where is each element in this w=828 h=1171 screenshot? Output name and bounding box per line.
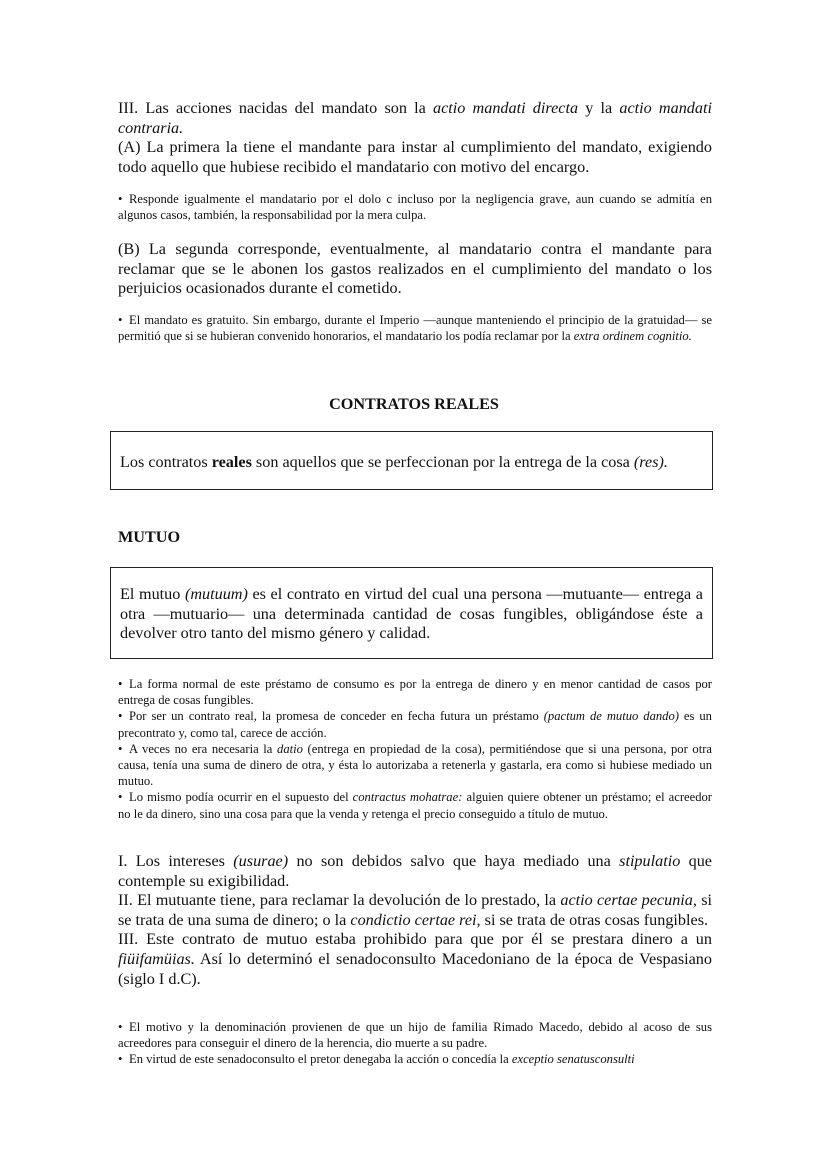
- heading-contratos-reales: CONTRATOS REALES: [329, 395, 499, 413]
- notes-mutuo: [118, 676, 712, 822]
- definition-box-mutuo: [110, 567, 713, 659]
- note-gratuito: [118, 312, 712, 344]
- note-text: El mandato es gratuito. Sin embargo, durante el Imperio —aunque manteniendo el principio de la gratuidad— se permitió que si se hubieran convenido honorarios, el mandatario los podía reclamar por la: [118, 313, 712, 344]
- rule-em: (usurae): [233, 852, 289, 870]
- bullet-icon: •: [118, 1020, 123, 1034]
- rule-em2: condictio certae rei,: [350, 910, 481, 929]
- def-bold: reales: [211, 453, 252, 471]
- bullet-icon: •: [118, 192, 123, 206]
- def-text: Los contratos: [120, 453, 212, 471]
- note-em: contractus mohatrae:: [352, 790, 463, 805]
- rule-i: [118, 852, 712, 891]
- note-text-post: (entrega en propiedad de la cosa), permitiéndose que si una persona, por otra causa, tenía una suma de dinero de otra, y ésta lo autorizaba a retenerla y gastarla, era como si hubiese mediado un mutuo.: [118, 741, 712, 789]
- note-text-post: alguien quiere obtener un préstamo; el acreedor no le da dinero, sino una cosa para que la venda y retenga el precio conseguido a título de mutuo.: [118, 790, 713, 821]
- rule-text: III. Este contrato de mutuo estaba prohibido para que por él se prestara dinero a un: [118, 930, 712, 949]
- note-mutuo-3: [118, 741, 712, 790]
- rule-text-post: Así lo determinó el senadoconsulto Macedoniano de la época de Vespasiano (siglo I d.C).: [118, 949, 712, 988]
- rule-iii: [118, 930, 712, 989]
- actio-directa: actio mandati directa: [433, 99, 579, 117]
- def-text-post: es el contrato en virtud del cual una persona —mutuante— entrega a otra —mutuario— una determinada cantidad de cosas fungibles, obligándose éste a devolver otro tanto del mismo género y calidad.: [120, 585, 703, 643]
- actions-line: [118, 99, 712, 138]
- note-em: exceptio senatusconsulti: [511, 1052, 635, 1067]
- actio-contraria: actio mandati contraria.: [118, 99, 712, 137]
- rule-em: actio certae pecunia,: [560, 891, 697, 910]
- bullet-icon: •: [118, 790, 123, 805]
- note-text: En virtud de este senadoconsulto el pretor denegaba la acción o concedía la: [129, 1052, 512, 1067]
- actions-text-mid: y la: [578, 99, 620, 117]
- mutuo-rules-paragraph: [118, 852, 712, 989]
- def-text: El mutuo: [120, 585, 185, 603]
- bullet-icon: •: [118, 313, 123, 327]
- definition-reales: [120, 452, 703, 472]
- note-mutuo-1: [118, 676, 712, 708]
- rule-text-mid: no son debidos salvo que haya mediado una: [288, 852, 620, 870]
- rule-em2: stipulatio: [619, 852, 681, 870]
- note-text: El motivo y la denominación provienen de que un hijo de familia Rimado Macedo, debido al acoso de sus acreedores para conseguir el dinero de la herencia, dio muerte a su padre.: [118, 1020, 712, 1051]
- rule-ii: [118, 891, 712, 930]
- rule-text-mid: si se trata de una suma de dinero; o la: [118, 891, 712, 929]
- heading-mutuo: MUTUO: [118, 528, 181, 546]
- note-em: (pactum de mutuo dando): [543, 709, 679, 724]
- note-mutuo-2: [118, 708, 712, 740]
- bullet-icon: •: [118, 709, 123, 724]
- actions-text: III. Las acciones nacidas del mandato son la: [118, 99, 433, 117]
- note-text: Responde igualmente el mandatario por el dolo c incluso por la negligencia grave, aun cuando se admitía en algunos casos, también, la responsabilidad por la mera culpa.: [118, 192, 712, 223]
- bullet-icon: •: [118, 1052, 123, 1067]
- note-dolo: [118, 191, 712, 223]
- def-em: (mutuum): [184, 585, 248, 603]
- definition-box-reales: [110, 431, 713, 490]
- note-text: Lo mismo podía ocurrir en el supuesto del: [129, 790, 353, 805]
- note-final-1: [118, 1019, 712, 1051]
- definition-mutuo: [120, 585, 703, 644]
- note-text: A veces no era necesaria la: [129, 741, 278, 756]
- def-em: (res).: [633, 453, 668, 471]
- note-final-2: [118, 1051, 712, 1067]
- item-b: (B) La segunda corresponde, eventualmente, al mandatario contra el mandante para reclamar que se le abonen los gastos realizados en el cumplimiento del mandato o los perjuicios ocasionados durante el cometido.: [118, 240, 712, 298]
- note-mutuo-4: [118, 789, 712, 821]
- item-b-paragraph: [118, 240, 712, 299]
- rule-text-post: que contemple su exigibilidad.: [118, 852, 712, 890]
- rule-text: II. El mutuante tiene, para reclamar la devolución de lo prestado, la: [118, 891, 561, 910]
- note-em: datio: [277, 741, 303, 756]
- item-a: (A) La primera la tiene el mandante para instar al cumplimiento del mandato, exigiendo todo aquello que hubiese recibido el mandatario con motivo del encargo.: [118, 138, 712, 176]
- note-em: extra ordinem cognitio.: [573, 329, 692, 344]
- rule-em: fiüifamüias.: [118, 949, 195, 968]
- note-text: La forma normal de este préstamo de consumo es por la entrega de dinero y en menor cantidad de casos por entrega de cosas fungibles.: [118, 677, 712, 708]
- mandate-actions-paragraph: [118, 99, 712, 177]
- bullet-icon: •: [118, 741, 123, 756]
- rule-text: I. Los intereses: [118, 852, 234, 870]
- def-text-mid: son aquellos que se perfeccionan por la entrega de la cosa: [251, 453, 634, 471]
- bullet-icon: •: [118, 677, 123, 691]
- note-text: Por ser un contrato real, la promesa de conceder en fecha futura un préstamo: [129, 709, 544, 724]
- note-text-post: es un precontrato y, como tal, carece de acción.: [118, 709, 712, 740]
- notes-macedoniano: [118, 1019, 712, 1068]
- rule-text-post: si se trata de otras cosas fungibles.: [480, 910, 709, 929]
